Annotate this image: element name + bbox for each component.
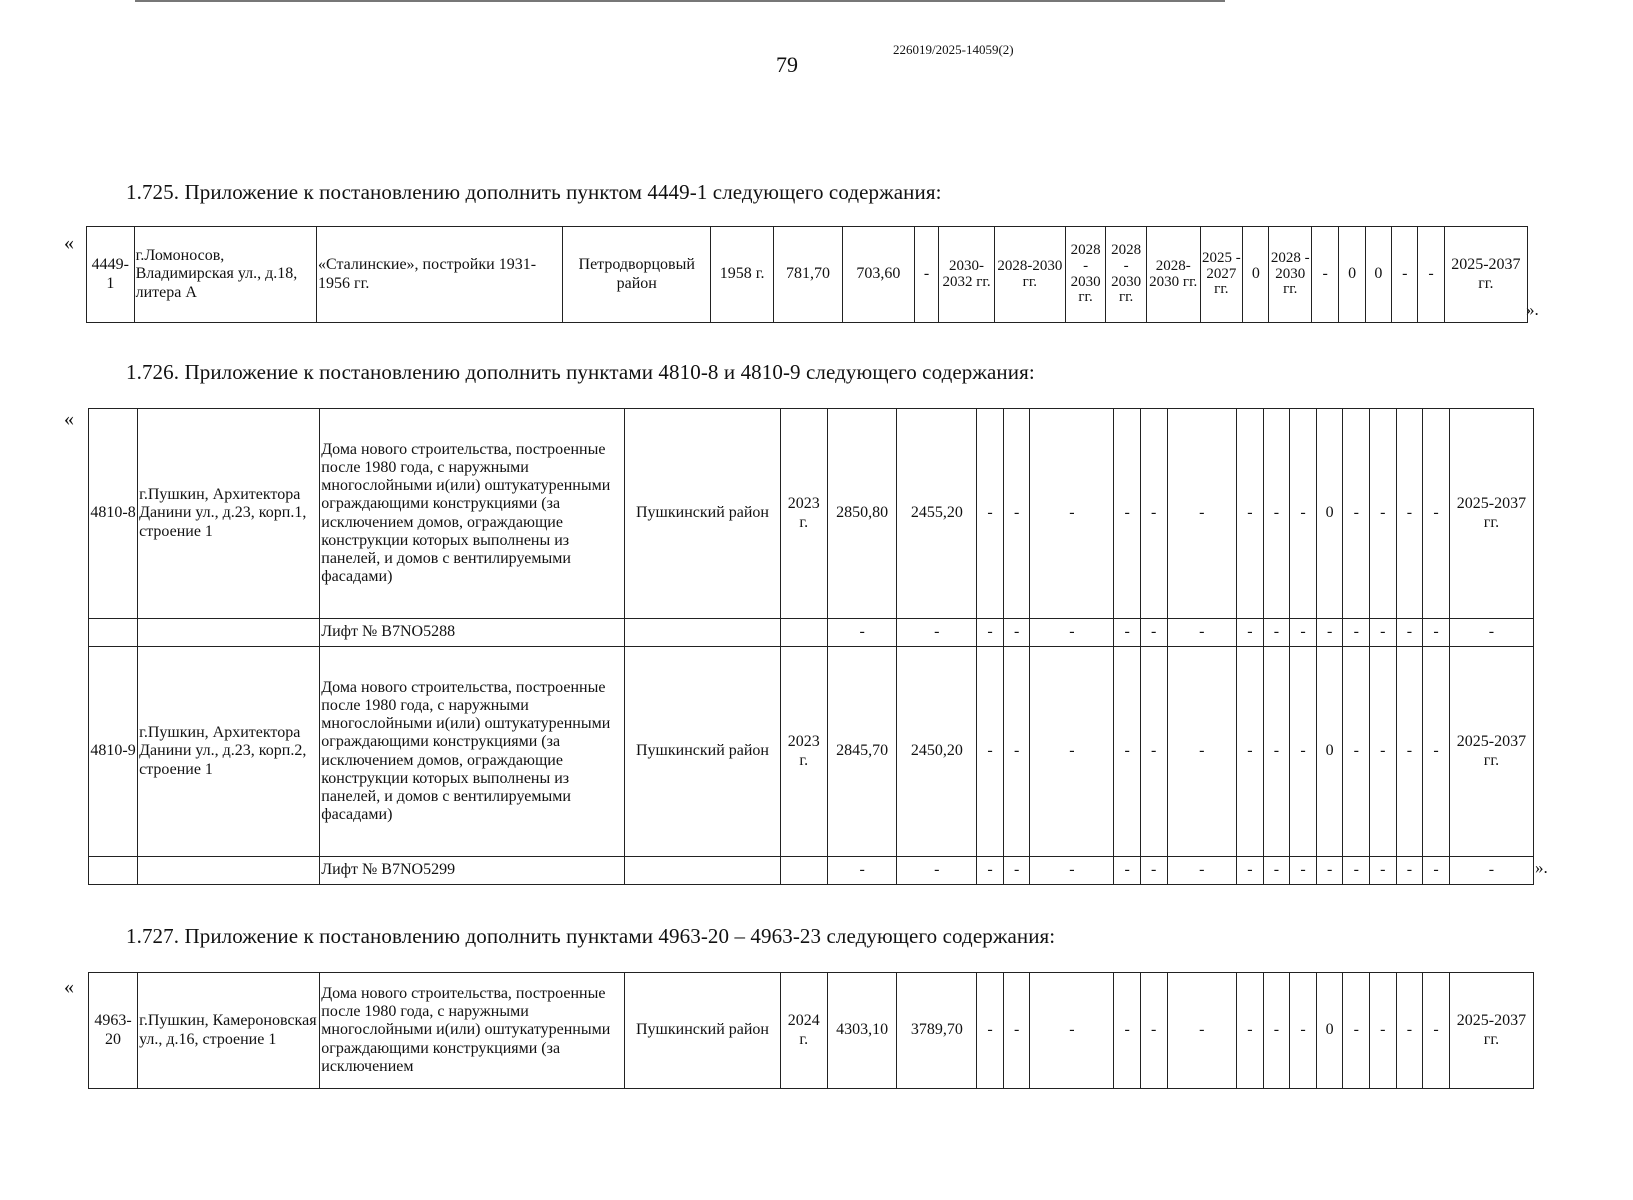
address-cell: г.Пушкин, Камероновская ул., д.16, строение 1: [138, 973, 320, 1089]
table-row: [89, 647, 1534, 857]
value-cell: -: [1114, 647, 1141, 857]
value-cell: 0: [1316, 409, 1343, 619]
value-cell: 0: [1243, 227, 1269, 323]
value-cell: -: [1449, 619, 1533, 647]
building-type-cell: Дома нового строительства, построенные после 1980 года, с наружными многослойными и(или) оштукатуренными ограждающими конструкциями (за исключением домов, ограждающие конструкции которых выполнены из панелей, и домов с вентилируемыми фасадами): [320, 409, 625, 619]
value-cell: -: [1030, 409, 1114, 619]
value-cell: -: [977, 647, 1004, 857]
value-cell: -: [1396, 619, 1423, 647]
period-cell: 2025-2037 гг.: [1449, 647, 1533, 857]
value-cell: -: [1237, 619, 1264, 647]
district-cell: Пушкинский район: [625, 647, 781, 857]
lift-row: [89, 619, 1534, 647]
value-cell: -: [1423, 973, 1450, 1089]
section-727-heading: 1.727. Приложение к постановлению дополнить пунктами 4963-20 – 4963-23 следующего содержания:: [126, 924, 1056, 948]
value-cell: -: [1263, 409, 1290, 619]
value-cell: -: [1290, 619, 1317, 647]
building-type-cell: Дома нового строительства, построенные после 1980 года, с наружными многослойными и(или) оштукатуренными ограждающими конструкциями (за исключением: [320, 973, 625, 1089]
total-area-cell: 2845,70: [827, 647, 897, 857]
lift-row: [89, 857, 1534, 885]
section-726-heading: 1.726. Приложение к постановлению дополнить пунктами 4810-8 и 4810-9 следующего содержания:: [126, 360, 1035, 384]
open-quote-727: «: [64, 976, 74, 998]
value-cell: -: [1449, 857, 1533, 885]
value-cell: 2030-2032 гг.: [939, 227, 995, 323]
district-cell: Пушкинский район: [625, 973, 781, 1089]
row-number: 4449-1: [87, 227, 135, 323]
value-cell: -: [1237, 409, 1264, 619]
period-cell: 2025-2037 гг.: [1449, 409, 1533, 619]
building-type-cell: «Сталинские», постройки 1931-1956 гг.: [317, 227, 563, 323]
period-cell: 2025-2037 гг.: [1449, 973, 1533, 1089]
section-725-table: [86, 226, 1528, 323]
value-cell: -: [1290, 409, 1317, 619]
value-cell: -: [1140, 647, 1167, 857]
value-cell: 2028 - 2030 гг.: [1065, 227, 1106, 323]
value-cell: -: [1418, 227, 1444, 323]
value-cell: -: [1140, 857, 1167, 885]
open-quote-725: «: [64, 232, 74, 254]
value-cell: 2028-2030 гг.: [1146, 227, 1200, 323]
value-cell: -: [1290, 973, 1317, 1089]
page-number: 79: [776, 52, 798, 77]
living-area-cell: 2455,20: [897, 409, 977, 619]
value-cell: -: [977, 857, 1004, 885]
period-cell: 2025-2037 гг.: [1444, 227, 1527, 323]
value-cell: 0: [1365, 227, 1391, 323]
value-cell: -: [1343, 647, 1370, 857]
value-cell: -: [1423, 409, 1450, 619]
year-cell: 2023 г.: [780, 409, 827, 619]
value-cell: -: [1003, 857, 1030, 885]
value-cell: -: [977, 973, 1004, 1089]
value-cell: -: [1030, 973, 1114, 1089]
year-cell: 1958 г.: [711, 227, 774, 323]
close-quote-726: ».: [1535, 858, 1548, 877]
value-cell: -: [1167, 973, 1237, 1089]
value-cell: -: [1343, 857, 1370, 885]
value-cell: -: [1140, 619, 1167, 647]
value-cell: -: [1290, 857, 1317, 885]
value-cell: -: [1343, 619, 1370, 647]
value-cell: -: [1263, 647, 1290, 857]
total-area-cell: 4303,10: [827, 973, 897, 1089]
value-cell: -: [1316, 619, 1343, 647]
value-cell: -: [1030, 647, 1114, 857]
address-cell: г.Пушкин, Архитектора Данини ул., д.23, корп.2, строение 1: [138, 647, 320, 857]
value-cell: -: [1290, 647, 1317, 857]
year-cell: 2023 г.: [780, 647, 827, 857]
value-cell: -: [1370, 409, 1397, 619]
district-cell: Петродворцовый район: [563, 227, 711, 323]
total-area-cell: 781,70: [774, 227, 843, 323]
year-cell: 2024 г.: [780, 973, 827, 1089]
value-cell: 2025 - 2027 гг.: [1200, 227, 1243, 323]
value-cell: -: [1114, 973, 1141, 1089]
living-area-cell: 2450,20: [897, 647, 977, 857]
value-cell: -: [1003, 973, 1030, 1089]
value-cell: -: [1263, 857, 1290, 885]
row-number: 4810-8: [89, 409, 138, 619]
value-cell: -: [1030, 619, 1114, 647]
total-area-cell: 2850,80: [827, 409, 897, 619]
open-quote-726: «: [64, 408, 74, 430]
value-cell: -: [1312, 227, 1339, 323]
lift-label: Лифт № В7NO5288: [320, 619, 625, 647]
value-cell: 2028 - 2030 гг.: [1269, 227, 1312, 323]
value-cell: -: [1167, 619, 1237, 647]
table-row: [89, 409, 1534, 619]
value-cell: 0: [1339, 227, 1365, 323]
value-cell: -: [1423, 857, 1450, 885]
close-quote-725: ».: [1526, 300, 1539, 319]
value-cell: -: [827, 619, 897, 647]
value-cell: -: [1003, 619, 1030, 647]
value-cell: -: [1396, 857, 1423, 885]
value-cell: -: [1396, 973, 1423, 1089]
value-cell: -: [827, 857, 897, 885]
value-cell: -: [897, 619, 977, 647]
value-cell: -: [1370, 857, 1397, 885]
value-cell: -: [1370, 973, 1397, 1089]
document-id: 226019/2025-14059(2): [893, 42, 1014, 57]
building-type-cell: Дома нового строительства, построенные после 1980 года, с наружными многослойными и(или) оштукатуренными ограждающими конструкциями (за исключением домов, ограждающие конструкции которых выполнены из панелей, и домов с вентилируемыми фасадами): [320, 647, 625, 857]
value-cell: 0: [1316, 973, 1343, 1089]
table-row: [89, 973, 1534, 1089]
value-cell: -: [977, 619, 1004, 647]
value-cell: -: [1114, 619, 1141, 647]
row-number: 4963-20: [89, 973, 138, 1089]
district-cell: Пушкинский район: [625, 409, 781, 619]
value-cell: -: [1316, 857, 1343, 885]
value-cell: 2028 - 2030 гг.: [1106, 227, 1147, 323]
value-cell: -: [1114, 857, 1141, 885]
value-cell: -: [1114, 409, 1141, 619]
value-cell: -: [1237, 857, 1264, 885]
address-cell: г.Ломоносов, Владимирская ул., д.18, литера А: [134, 227, 316, 323]
living-area-cell: 3789,70: [897, 973, 977, 1089]
value-cell: -: [1263, 619, 1290, 647]
value-cell: -: [1423, 647, 1450, 857]
value-cell: -: [1423, 619, 1450, 647]
value-cell: 2028-2030 гг.: [994, 227, 1065, 323]
address-cell: г.Пушкин, Архитектора Данини ул., д.23, корп.1, строение 1: [138, 409, 320, 619]
table-row: [87, 227, 1528, 323]
value-cell: -: [1392, 227, 1418, 323]
value-cell: -: [1263, 973, 1290, 1089]
value-cell: -: [1370, 619, 1397, 647]
value-cell: -: [1237, 973, 1264, 1089]
row-number: 4810-9: [89, 647, 138, 857]
value-cell: -: [1396, 409, 1423, 619]
lift-label: Лифт № В7NO5299: [320, 857, 625, 885]
value-cell: -: [914, 227, 938, 323]
value-cell: -: [1167, 409, 1237, 619]
value-cell: -: [1396, 647, 1423, 857]
value-cell: -: [1343, 409, 1370, 619]
section-725-heading: 1.725. Приложение к постановлению дополнить пунктом 4449-1 следующего содержания:: [126, 180, 942, 204]
value-cell: -: [1003, 647, 1030, 857]
value-cell: -: [1030, 857, 1114, 885]
value-cell: -: [1237, 647, 1264, 857]
value-cell: -: [1140, 973, 1167, 1089]
value-cell: -: [1343, 973, 1370, 1089]
top-rule: [135, 0, 1225, 2]
value-cell: -: [897, 857, 977, 885]
value-cell: -: [977, 409, 1004, 619]
section-727-table: [88, 972, 1534, 1089]
value-cell: -: [1140, 409, 1167, 619]
living-area-cell: 703,60: [842, 227, 914, 323]
value-cell: 0: [1316, 647, 1343, 857]
section-726-table: [88, 408, 1534, 885]
value-cell: -: [1003, 409, 1030, 619]
value-cell: -: [1167, 857, 1237, 885]
value-cell: -: [1370, 647, 1397, 857]
value-cell: -: [1167, 647, 1237, 857]
